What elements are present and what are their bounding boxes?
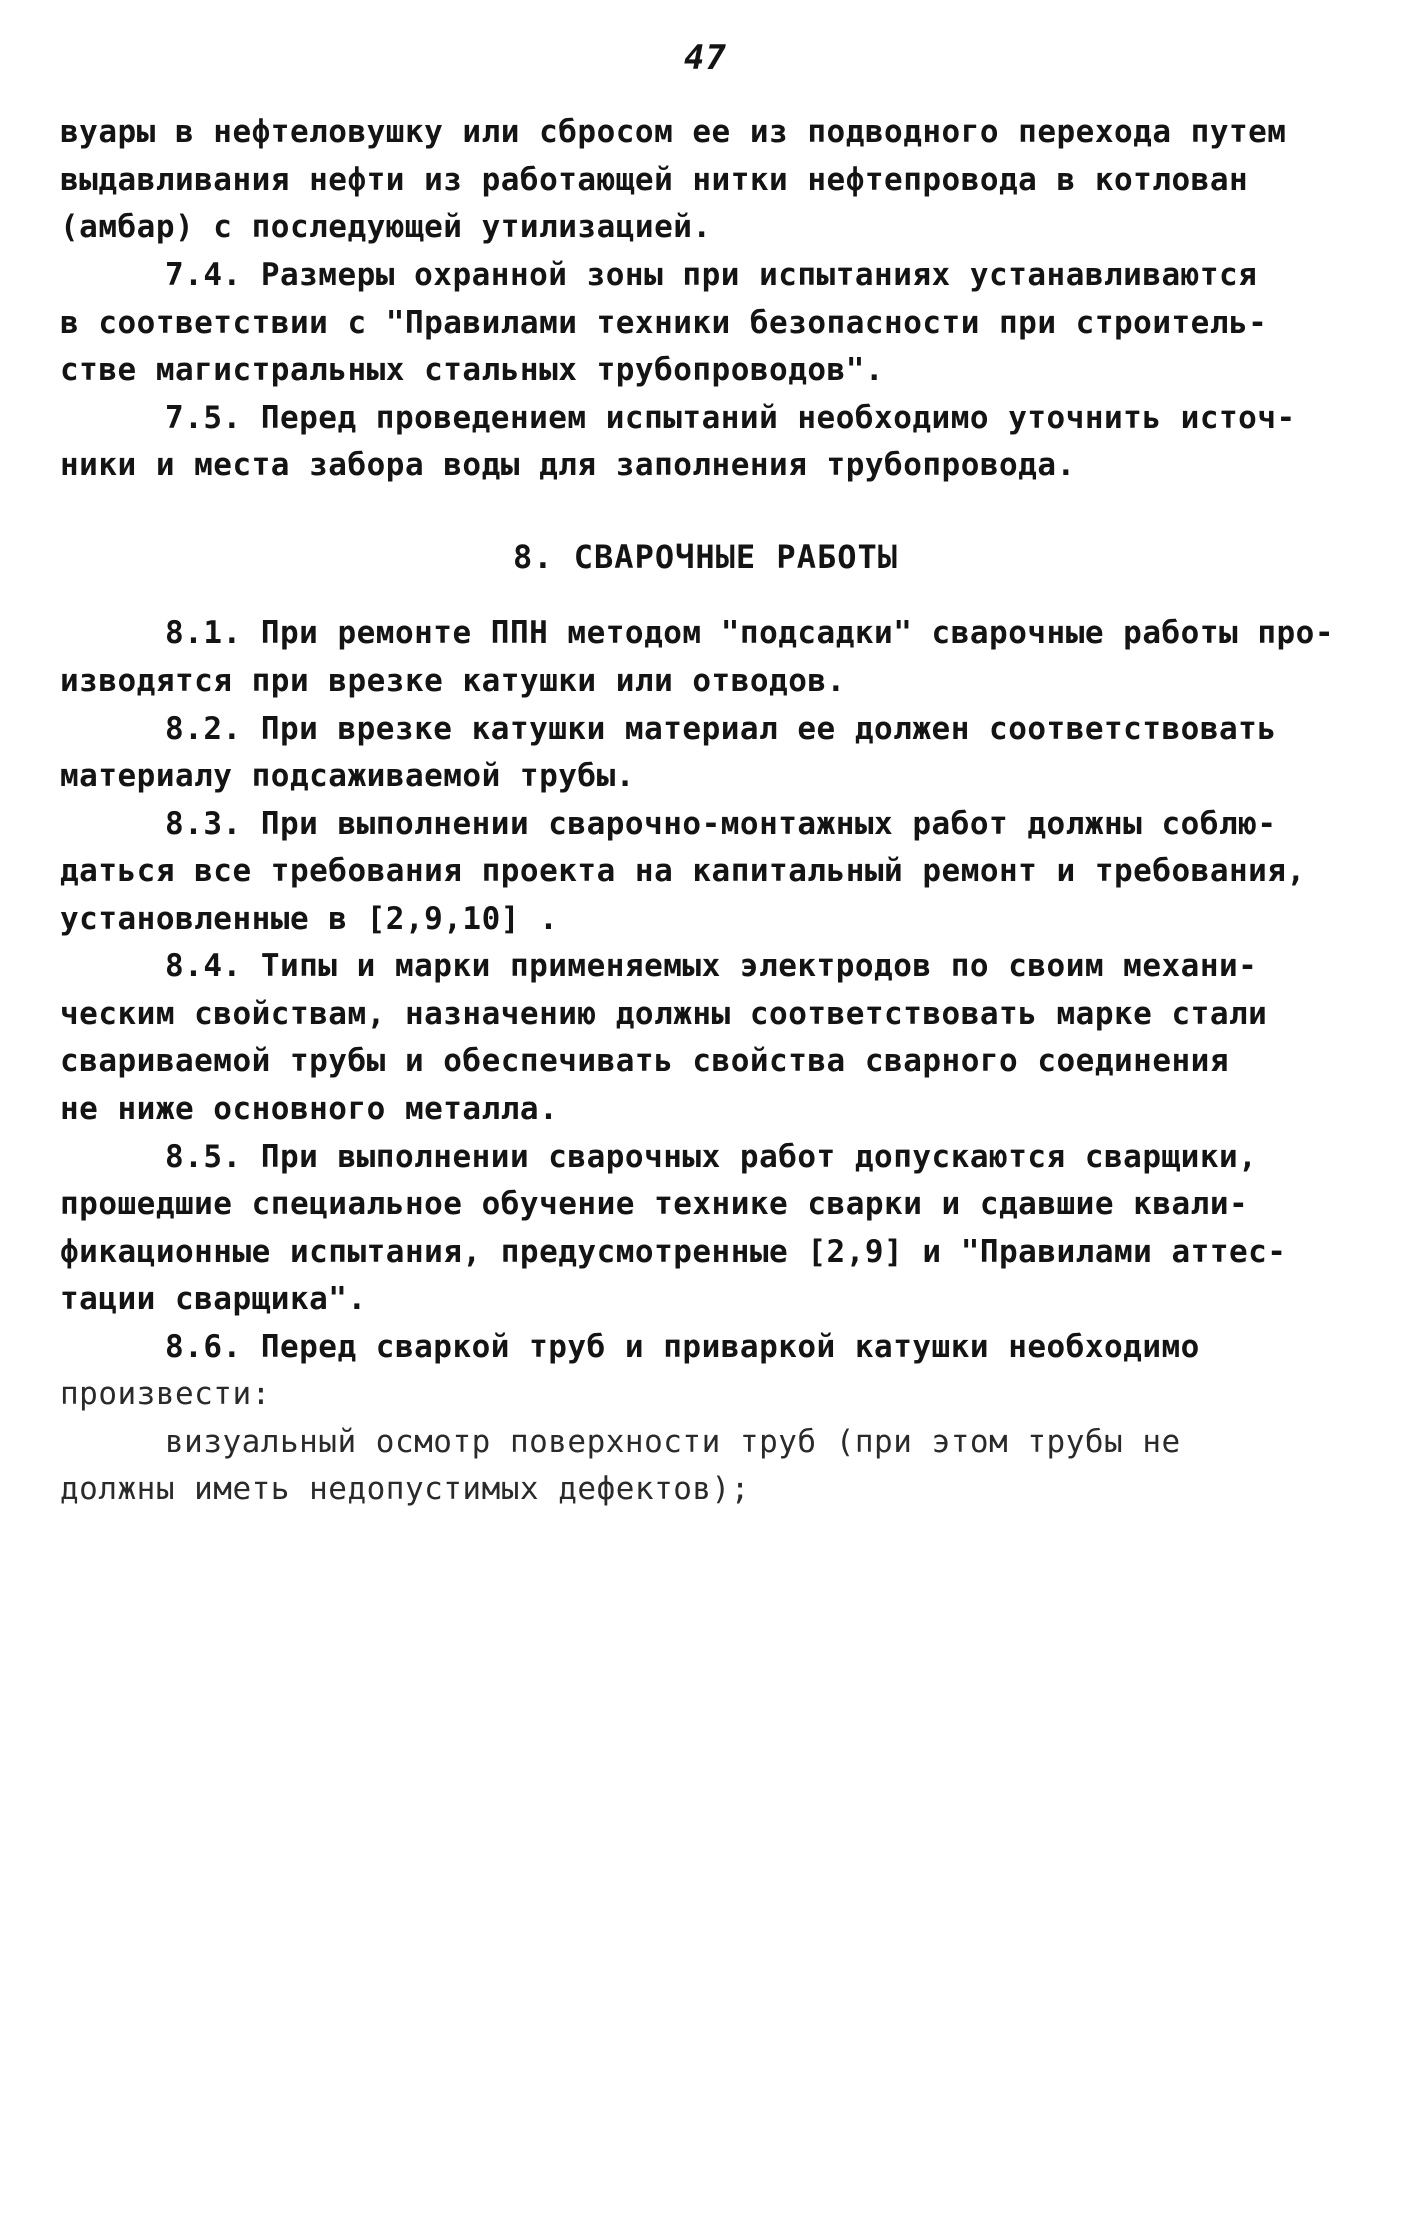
text-line: не ниже основного металла.	[60, 1091, 559, 1127]
text-line: прошедшие специальное обучение технике сварки и сдавшие квали-	[60, 1186, 1249, 1222]
page-number: 47	[684, 38, 727, 78]
section-heading: 8. СВАРОЧНЫЕ РАБОТЫ	[512, 538, 899, 576]
paragraph-8-5-start: 8.5. При выполнении сварочных работ допускаются сварщики,	[165, 1139, 1258, 1175]
paragraph-7-4-start: 7.4. Размеры охранной зоны при испытаниях устанавливаются	[165, 257, 1258, 293]
text-line: ческим свойствам, назначению должны соответствовать марке стали	[60, 996, 1268, 1032]
text-line: стве магистральных стальных трубопроводов".	[60, 352, 885, 388]
paragraph-8-2-start: 8.2. При врезке катушки материал ее должен соответствовать	[165, 711, 1277, 747]
paragraph-8-3-start: 8.3. При выполнении сварочно-монтажных работ должны соблю-	[165, 806, 1277, 842]
text-line: (амбар) с последующей утилизацией.	[60, 209, 712, 245]
text-line: тации сварщика".	[60, 1281, 367, 1317]
text-line: свариваемой трубы и обеспечивать свойства сварного соединения	[60, 1043, 1229, 1079]
text-line: ники и места забора воды для заполнения трубопровода.	[60, 447, 1076, 483]
text-line: изводятся при врезке катушки или отводов.	[60, 663, 846, 699]
text-line: установленные в [2,9,10] .	[60, 901, 559, 937]
text-line: материалу подсаживаемой трубы.	[60, 758, 635, 794]
text-line: выдавливания нефти из работающей нитки нефтепровода в котлован	[60, 162, 1249, 198]
text-line: даться все требования проекта на капитальный ремонт и требования,	[60, 853, 1306, 889]
paragraph-8-4-start: 8.4. Типы и марки применяемых электродов по своим механи-	[165, 948, 1258, 984]
text-line: в соответствии с "Правилами техники безопасности при строитель-	[60, 305, 1268, 341]
paragraph-7-5-start: 7.5. Перед проведением испытаний необходимо уточнить источ-	[165, 400, 1296, 436]
list-item-start: визуальный осмотр поверхности труб (при этом трубы не	[165, 1424, 1181, 1460]
paragraph-8-6-start: 8.6. Перед сваркой труб и приваркой катушки необходимо	[165, 1329, 1200, 1365]
text-line: вуары в нефтеловушку или сбросом ее из подводного перехода путем	[60, 114, 1287, 150]
text-line: должны иметь недопустимых дефектов);	[60, 1471, 750, 1507]
paragraph-8-1-start: 8.1. При ремонте ППН методом "подсадки" сварочные работы про-	[165, 615, 1334, 651]
text-line: произвести:	[60, 1376, 271, 1412]
text-line: фикационные испытания, предусмотренные [2,9] и "Правилами аттес-	[60, 1234, 1287, 1270]
